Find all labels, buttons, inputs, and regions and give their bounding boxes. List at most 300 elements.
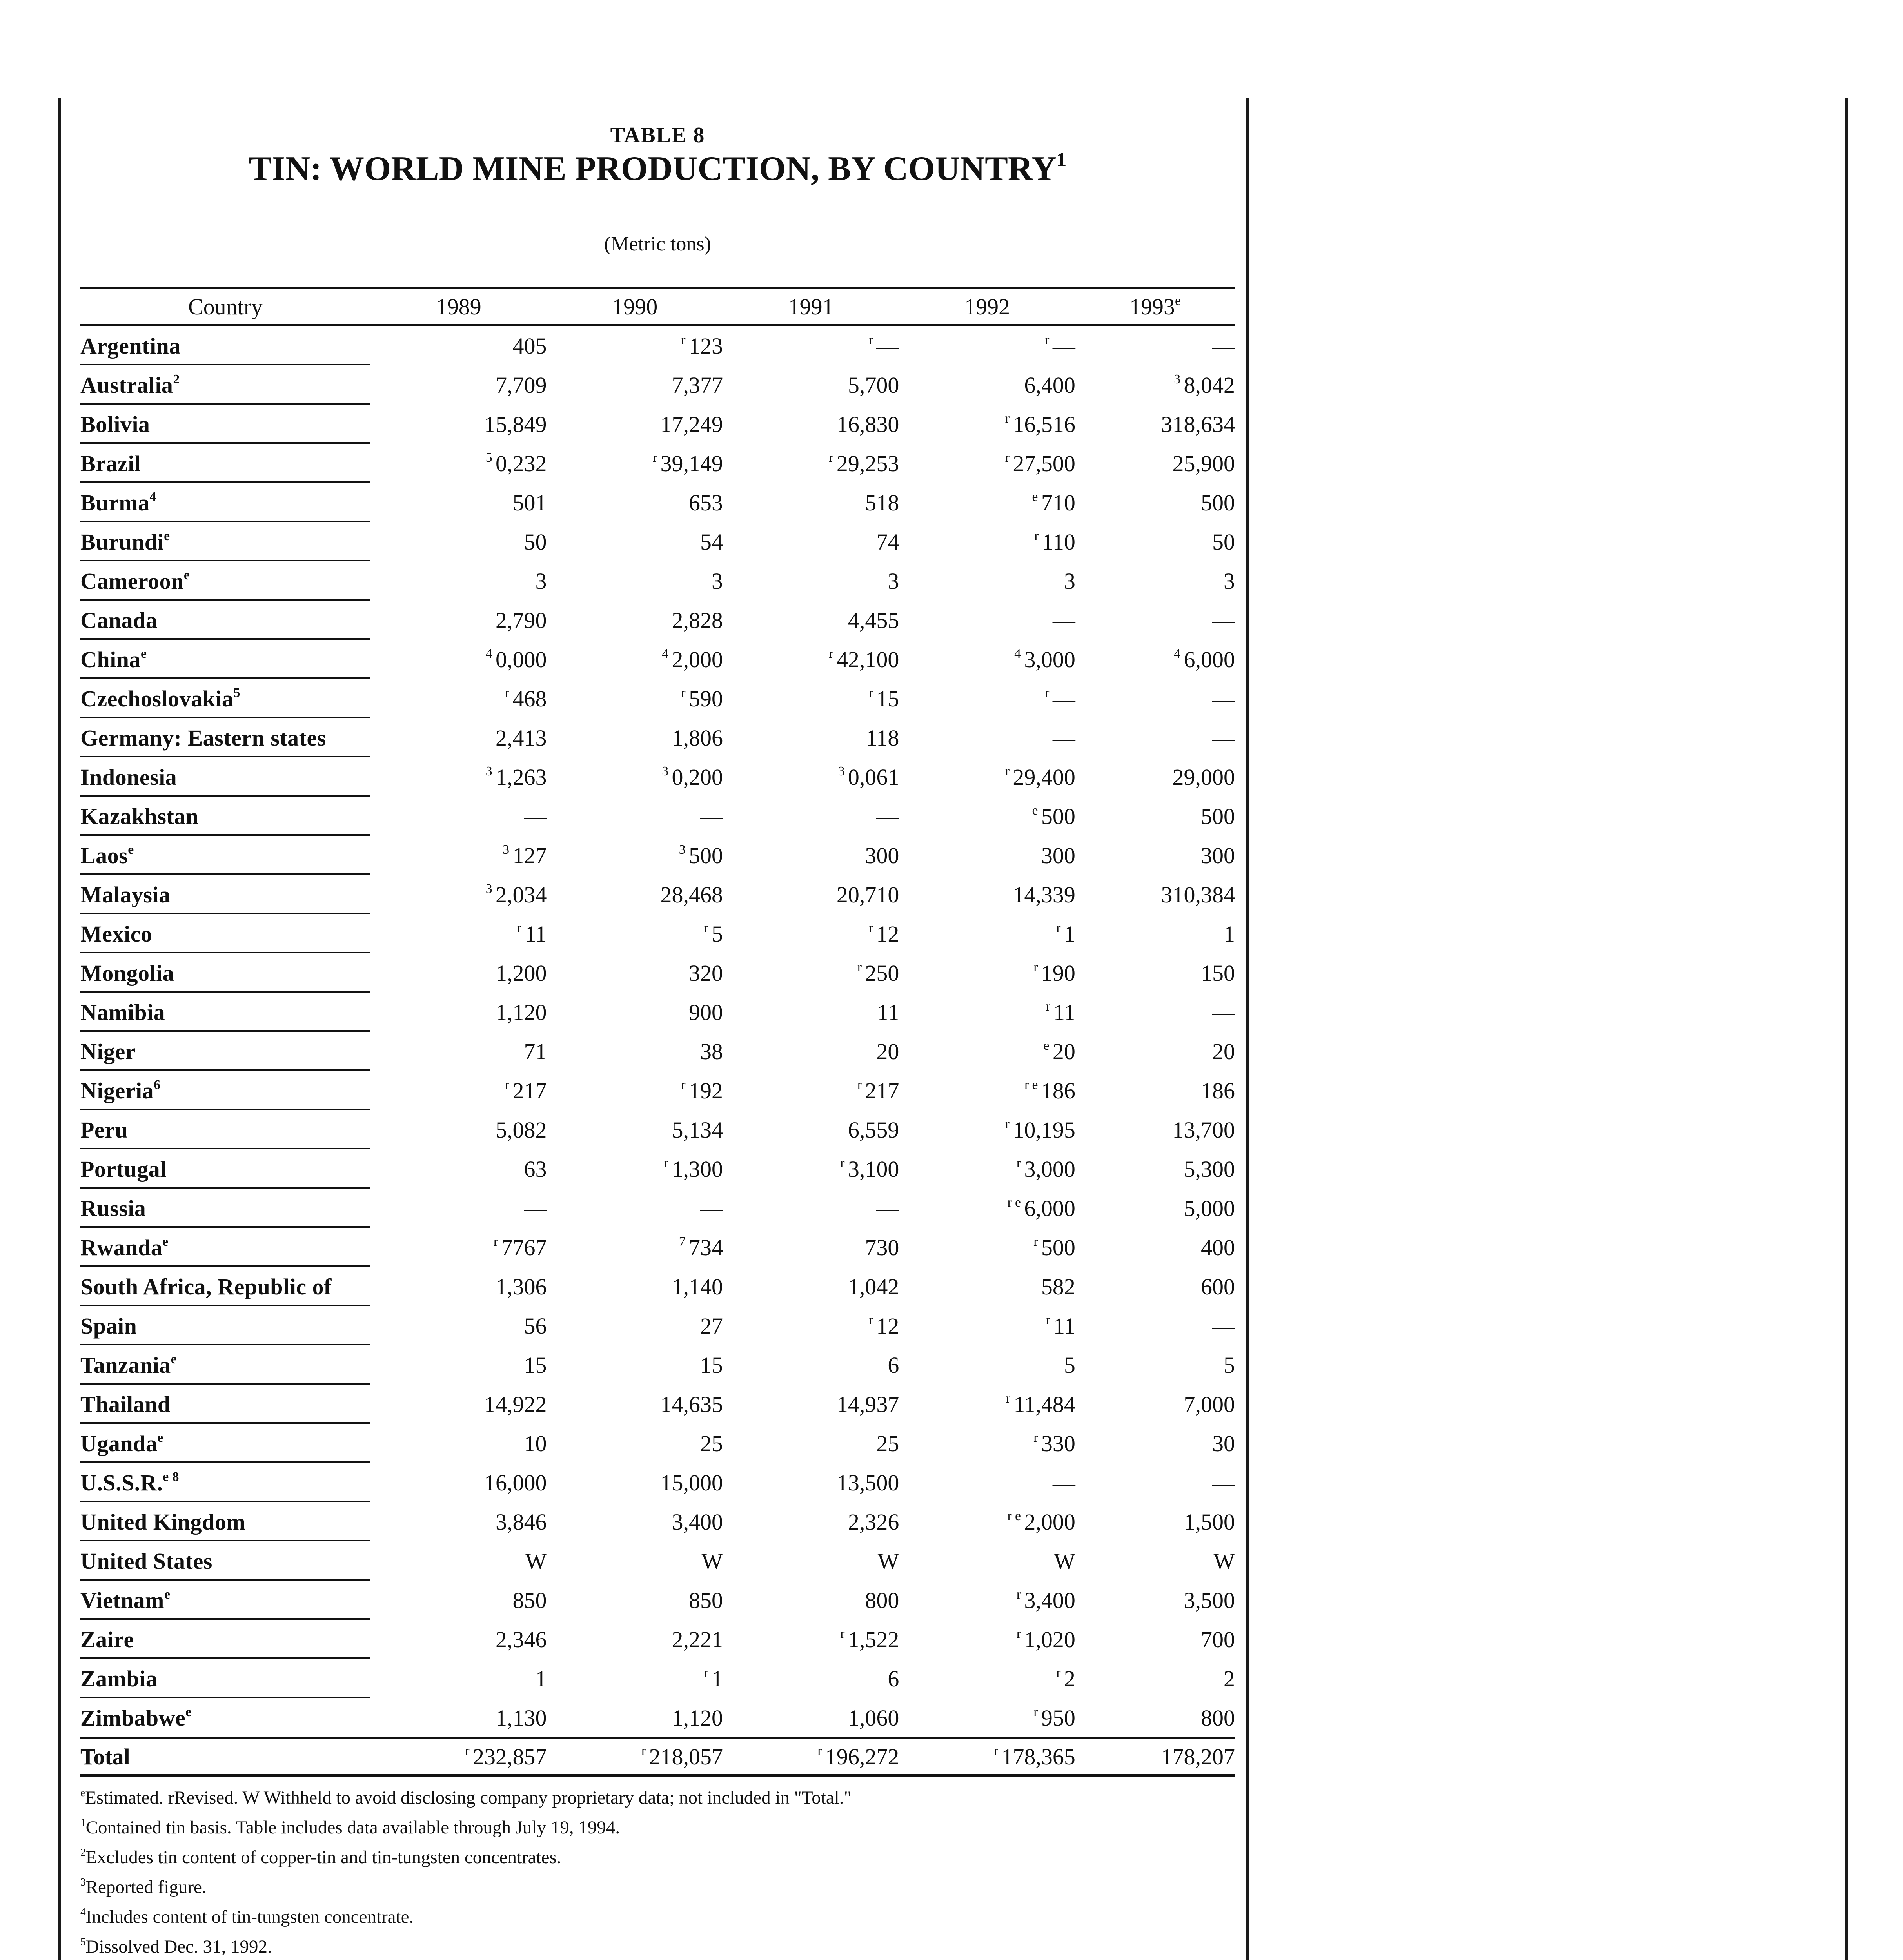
table-body: [80, 325, 1235, 1739]
header-year: 1989: [436, 294, 481, 319]
value-cell: 310,384: [1161, 882, 1235, 907]
value-cell: $^r$ 7767: [493, 1234, 547, 1260]
value-note-mark: r: [1033, 1430, 1041, 1445]
value-cell: 300: [1041, 842, 1075, 868]
value-cell: 900: [688, 999, 723, 1025]
value-cell: 1,200: [495, 960, 547, 986]
table-row: [80, 1620, 1235, 1659]
table-row: [80, 1032, 1235, 1071]
value-cell: 27: [700, 1313, 723, 1339]
value-cell: 50: [524, 529, 547, 555]
table-row: [80, 365, 1235, 405]
value-note-mark: 4: [1174, 646, 1184, 661]
total-cell: 178,207: [1075, 1738, 1235, 1775]
value-cell: 14,937: [836, 1391, 899, 1417]
value-note-mark: r: [829, 450, 837, 465]
country-name: [80, 444, 370, 483]
value-cell: 3: [1224, 568, 1235, 594]
value-note-mark: r: [857, 1077, 865, 1092]
table-row: [80, 325, 1235, 366]
value-cell: 700: [1201, 1626, 1235, 1652]
value-cell: —: [1212, 686, 1235, 711]
value-cell: 518: [865, 490, 899, 515]
footnote-text: Estimated. rRevised. W Withheld to avoid disclosing company proprietary data; not included in "Total.": [85, 1788, 852, 1808]
value-cell: 2: [1224, 1666, 1235, 1691]
country-name-text: Australia: [80, 372, 173, 398]
value-cell: $^3$ 8,042: [1174, 372, 1235, 398]
value-cell: $^r$ 27,500: [1005, 450, 1075, 476]
footnote-mark: 3: [80, 1876, 86, 1888]
country-name: [80, 1698, 370, 1738]
value-cell: $^3$ 0,061: [838, 764, 899, 790]
value-cell: 1,140: [672, 1274, 723, 1299]
value-cell: 29,000: [1172, 764, 1235, 790]
country-name-text: Spain: [80, 1313, 137, 1339]
value-note-mark: e: [1043, 1038, 1053, 1053]
value-cell: $^r$ 5: [704, 920, 723, 947]
country-name: [80, 1385, 370, 1424]
value-cell: 1,042: [848, 1274, 899, 1299]
value-cell: $^5$ 0,232: [485, 450, 547, 476]
table-row: [80, 1189, 1235, 1228]
table-row: [80, 1149, 1235, 1189]
value-cell: 16,830: [836, 411, 899, 437]
country-name: [80, 1345, 370, 1385]
total-cell: $^r$ 178,365: [899, 1738, 1075, 1775]
country-name-text: Namibia: [80, 999, 165, 1025]
value-note-mark: r: [840, 1626, 848, 1641]
value-cell: 5,300: [1184, 1156, 1235, 1182]
country-name-text: Canada: [80, 607, 158, 633]
value-note-mark: r: [829, 646, 837, 661]
value-note-mark: r: [1034, 528, 1042, 543]
value-cell: 28,468: [660, 882, 723, 907]
value-cell: —: [1212, 1470, 1235, 1495]
country-note-mark: e: [183, 568, 190, 583]
country-note-mark: 6: [154, 1077, 161, 1092]
country-name: [80, 993, 370, 1032]
value-note-mark: r: [517, 920, 525, 935]
value-note-mark: r: [641, 1743, 649, 1758]
value-note-mark: r: [1045, 332, 1053, 347]
footnote: [80, 1783, 1235, 1813]
table-label: TABLE 8: [610, 123, 705, 147]
country-name: [80, 561, 370, 601]
country-name-text: Vietnam: [80, 1587, 164, 1613]
value-note-mark: 3: [679, 842, 689, 857]
value-cell: 318,634: [1161, 411, 1235, 437]
value-note-mark: r: [465, 1743, 473, 1758]
country-name: [80, 1032, 370, 1071]
value-cell: 17,249: [660, 411, 723, 437]
value-cell: 2,346: [495, 1626, 547, 1652]
value-cell: 56: [524, 1313, 547, 1339]
value-cell: W: [525, 1548, 547, 1574]
footnote-text: Excludes tin content of copper-tin and tin-tungsten concentrates.: [85, 1847, 561, 1867]
value-cell: 1,306: [495, 1274, 547, 1299]
country-name-text: Burma: [80, 490, 150, 515]
value-cell: 15,849: [484, 411, 547, 437]
country-name: [80, 1541, 370, 1581]
value-note-mark: r: [993, 1743, 1002, 1758]
value-cell: 11: [877, 999, 899, 1025]
value-cell: 10: [524, 1430, 547, 1456]
value-cell: 7,709: [495, 372, 547, 398]
total-cell: $^r$ 218,057: [547, 1738, 723, 1775]
value-cell: —: [1052, 607, 1075, 633]
country-note-mark: e: [157, 1430, 163, 1445]
value-cell: 1,130: [495, 1705, 547, 1731]
value-cell: 7,000: [1184, 1391, 1235, 1417]
table-row: [80, 679, 1235, 718]
value-cell: 74: [876, 529, 899, 555]
country-note-mark: e: [164, 1587, 171, 1602]
country-name-text: Laos: [80, 842, 128, 868]
value-cell: $^r$ —: [868, 332, 899, 359]
value-cell: 16,000: [484, 1470, 547, 1495]
value-cell: 13,500: [836, 1470, 899, 1495]
value-cell: 3,846: [495, 1509, 547, 1535]
value-cell: $^r$ 3,000: [1016, 1156, 1075, 1182]
value-cell: $^r$ 950: [1033, 1704, 1075, 1731]
country-note-mark: e: [171, 1352, 177, 1367]
production-table: [80, 287, 1235, 1777]
value-note-mark: r: [1006, 1391, 1014, 1406]
country-name: [80, 797, 370, 836]
value-cell: $^r$ 10,195: [1005, 1116, 1075, 1143]
value-cell: 2,413: [495, 725, 547, 751]
value-cell: $^r$ 39,149: [652, 450, 723, 476]
footnote-text: Contained tin basis. Table includes data available through July 19, 1994.: [85, 1817, 620, 1838]
country-name-text: Bolivia: [80, 411, 150, 437]
table-row: [80, 1267, 1235, 1306]
value-cell: $^r$ 190: [1033, 960, 1075, 986]
table-row: [80, 875, 1235, 914]
country-name: [80, 483, 370, 522]
value-note-mark: r: [857, 960, 865, 975]
country-name: [80, 325, 370, 366]
estimate-mark: e: [1175, 293, 1181, 308]
value-cell: $^r$ 15: [868, 685, 899, 711]
value-cell: $^r$ 1: [704, 1665, 723, 1691]
value-cell: 63: [524, 1156, 547, 1182]
column-divider-rule: [1246, 98, 1249, 1960]
value-cell: $^{r e}$ 186: [1024, 1077, 1075, 1103]
value-note-mark: 5: [485, 450, 496, 465]
country-name: [80, 1424, 370, 1463]
value-cell: —: [1212, 725, 1235, 751]
value-cell: $^4$ 6,000: [1174, 646, 1235, 672]
value-cell: $^3$ 127: [503, 842, 547, 868]
value-cell: $^3$ 2,034: [485, 881, 547, 907]
value-cell: 20: [1212, 1038, 1235, 1064]
value-cell: 15,000: [660, 1470, 723, 1495]
footnote-mark: 5: [80, 1935, 86, 1947]
value-cell: 118: [866, 725, 899, 751]
value-note-mark: r e: [1007, 1195, 1024, 1210]
table-row: [80, 601, 1235, 640]
country-name: [80, 757, 370, 797]
value-cell: 730: [865, 1234, 899, 1260]
value-cell: 3,400: [672, 1509, 723, 1535]
country-note-mark: 5: [233, 685, 240, 700]
value-cell: —: [524, 1195, 547, 1221]
value-cell: 54: [700, 529, 723, 555]
header-country: Country: [188, 294, 263, 319]
value-cell: 400: [1201, 1234, 1235, 1260]
country-name-text: Rwanda: [80, 1234, 163, 1260]
table-row: [80, 1698, 1235, 1738]
value-cell: $^3$ 1,263: [485, 764, 547, 790]
country-name-text: Germany: Eastern states: [80, 725, 326, 751]
value-note-mark: r: [817, 1743, 825, 1758]
country-name-text: Zambia: [80, 1666, 158, 1691]
value-cell: 1,120: [495, 999, 547, 1025]
left-margin-rule: [58, 98, 61, 1960]
country-name-text: Mexico: [80, 921, 153, 947]
value-cell: $^r$ 12: [868, 920, 899, 947]
value-note-mark: r: [868, 685, 877, 700]
total-row: [80, 1738, 1235, 1775]
value-cell: 25: [700, 1430, 723, 1456]
country-name-text: Burundi: [80, 529, 164, 555]
value-cell: 1: [535, 1666, 547, 1691]
footnote: [80, 1872, 1235, 1902]
value-note-mark: r: [840, 1156, 848, 1171]
value-cell: $^r$ 11: [1046, 999, 1075, 1025]
table-row: [80, 561, 1235, 601]
country-note-mark: 4: [149, 489, 156, 504]
value-cell: 3: [888, 568, 899, 594]
value-cell: 2,828: [672, 607, 723, 633]
value-cell: 25,900: [1172, 450, 1235, 476]
value-cell: 5,082: [495, 1117, 547, 1143]
table-row: [80, 836, 1235, 875]
value-cell: —: [1212, 607, 1235, 633]
country-note-mark: e: [162, 1234, 169, 1249]
value-cell: 13,700: [1172, 1117, 1235, 1143]
value-cell: 600: [1201, 1274, 1235, 1299]
value-note-mark: 3: [838, 764, 848, 779]
table-row: [80, 405, 1235, 444]
value-cell: —: [524, 803, 547, 829]
value-note-mark: r: [505, 685, 513, 700]
country-name: [80, 875, 370, 914]
country-name: [80, 1659, 370, 1698]
value-note-mark: r: [1033, 960, 1041, 975]
footnote-mark: 4: [80, 1906, 86, 1918]
value-note-mark: r: [1046, 999, 1054, 1014]
country-name: [80, 1071, 370, 1110]
country-name: [80, 914, 370, 953]
value-cell: —: [1212, 333, 1235, 359]
value-cell: 6: [888, 1666, 899, 1691]
value-cell: 14,339: [1013, 882, 1075, 907]
country-name-text: Cameroon: [80, 568, 184, 594]
value-cell: $^{r e}$ 6,000: [1007, 1195, 1075, 1221]
table-row: [80, 1385, 1235, 1424]
value-cell: 405: [512, 333, 547, 359]
country-name-text: Peru: [80, 1117, 128, 1143]
value-cell: $^3$ 500: [679, 842, 723, 868]
value-note-mark: r: [681, 1077, 689, 1092]
value-cell: 2,790: [495, 607, 547, 633]
value-note-mark: r: [1005, 764, 1013, 779]
table-units: (Metric tons): [604, 233, 711, 255]
country-name-text: Zaire: [80, 1626, 134, 1652]
country-name-text: Kazakhstan: [80, 803, 199, 829]
value-cell: 30: [1212, 1430, 1235, 1456]
table-row: [80, 993, 1235, 1032]
value-note-mark: r: [1005, 1116, 1013, 1131]
value-cell: 15: [524, 1352, 547, 1378]
country-name-text: Zimbabwe: [80, 1705, 186, 1731]
value-cell: $^r$ 3,400: [1016, 1587, 1075, 1613]
table-row: [80, 640, 1235, 679]
value-cell: 1,120: [672, 1705, 723, 1731]
value-note-mark: r: [1016, 1626, 1024, 1641]
value-cell: $^r$ 192: [681, 1077, 723, 1103]
value-cell: —: [876, 803, 899, 829]
value-note-mark: r e: [1024, 1077, 1041, 1092]
country-name-text: Niger: [80, 1038, 136, 1064]
value-cell: $^r$ 217: [857, 1077, 899, 1103]
footnote-mark: 2: [80, 1846, 86, 1858]
footnote: [80, 1813, 1235, 1842]
value-cell: 500: [1201, 803, 1235, 829]
value-cell: $^r$ 2: [1056, 1665, 1075, 1691]
value-note-mark: r: [1033, 1234, 1041, 1249]
value-note-mark: r: [1033, 1704, 1041, 1719]
value-cell: 2,326: [848, 1509, 899, 1535]
value-note-mark: 7: [679, 1234, 689, 1249]
country-name-text: South Africa, Republic of: [80, 1274, 332, 1299]
value-note-mark: e: [1032, 489, 1041, 504]
country-note-mark: 2: [173, 372, 180, 387]
value-cell: $^7$ 734: [679, 1234, 723, 1260]
value-cell: $^r$ 12: [868, 1312, 899, 1339]
value-cell: $^r$ —: [1045, 332, 1075, 359]
footnotes: [80, 1783, 1235, 1960]
value-cell: 1,806: [672, 725, 723, 751]
header-year: 1990: [612, 294, 658, 319]
table-row: [80, 797, 1235, 836]
value-note-mark: 4: [662, 646, 672, 661]
country-name: [80, 1581, 370, 1620]
value-cell: 1: [1224, 921, 1235, 947]
table-row: [80, 1659, 1235, 1698]
value-cell: 50: [1212, 529, 1235, 555]
value-cell: 1,060: [848, 1705, 899, 1731]
value-cell: 850: [688, 1587, 723, 1613]
footnote: [80, 1932, 1235, 1960]
value-cell: 20: [876, 1038, 899, 1064]
value-cell: $^r$ 11,484: [1006, 1391, 1075, 1417]
value-note-mark: r: [704, 1665, 712, 1680]
value-note-mark: 3: [485, 764, 496, 779]
value-cell: 1,500: [1184, 1509, 1235, 1535]
country-note-mark: e: [128, 842, 134, 857]
country-name-text: Uganda: [80, 1430, 158, 1456]
value-note-mark: 4: [485, 646, 496, 661]
table-row: [80, 1110, 1235, 1149]
value-cell: 150: [1201, 960, 1235, 986]
country-name: [80, 1267, 370, 1306]
value-cell: $^r$ 1,020: [1016, 1626, 1075, 1652]
country-name-text: Tanzania: [80, 1352, 171, 1378]
value-note-mark: r: [1016, 1156, 1024, 1171]
value-cell: 4,455: [848, 607, 899, 633]
value-cell: 5,700: [848, 372, 899, 398]
table-title: [80, 149, 1235, 189]
value-cell: 300: [1201, 842, 1235, 868]
value-cell: 5: [1224, 1352, 1235, 1378]
value-cell: 800: [865, 1587, 899, 1613]
country-name-text: United States: [80, 1548, 212, 1574]
header-year: 1991: [788, 294, 834, 319]
country-name: [80, 1189, 370, 1228]
value-cell: 6: [888, 1352, 899, 1378]
country-name-text: Argentina: [80, 333, 181, 359]
value-cell: $^{r e}$ 2,000: [1007, 1508, 1075, 1535]
value-note-mark: r: [681, 685, 689, 700]
value-cell: 7,377: [672, 372, 723, 398]
value-cell: 3,500: [1184, 1587, 1235, 1613]
table-row: [80, 914, 1235, 953]
value-cell: 15: [700, 1352, 723, 1378]
value-cell: 501: [512, 490, 547, 515]
value-cell: —: [700, 1195, 723, 1221]
value-cell: $^r$ 1,522: [840, 1626, 899, 1652]
table-row: [80, 953, 1235, 993]
value-cell: 6,400: [1024, 372, 1075, 398]
country-name: [80, 640, 370, 679]
country-name: [80, 1306, 370, 1345]
value-cell: 20,710: [836, 882, 899, 907]
value-cell: $^r$ 500: [1033, 1234, 1075, 1260]
table-row: [80, 1502, 1235, 1541]
footnote-text: Dissolved Dec. 31, 1992.: [85, 1936, 272, 1957]
value-cell: $^4$ 0,000: [485, 646, 547, 672]
value-cell: 500: [1201, 490, 1235, 515]
country-name: [80, 1149, 370, 1189]
footnote-mark: e: [80, 1786, 85, 1798]
value-note-mark: r: [1016, 1587, 1024, 1602]
value-cell: 2,221: [672, 1626, 723, 1652]
value-cell: $^r$ 1: [1056, 920, 1075, 947]
value-cell: 14,922: [484, 1391, 547, 1417]
country-name-text: Malaysia: [80, 882, 171, 907]
value-cell: 5,134: [672, 1117, 723, 1143]
country-name-text: Czechoslovakia: [80, 686, 234, 711]
value-cell: 300: [865, 842, 899, 868]
value-cell: —: [1052, 725, 1075, 751]
header-year: [1075, 288, 1235, 325]
value-cell: —: [1212, 1313, 1235, 1339]
value-cell: 3: [1064, 568, 1075, 594]
value-cell: W: [701, 1548, 723, 1574]
country-name: [80, 522, 370, 561]
value-cell: 320: [688, 960, 723, 986]
country-name: [80, 1502, 370, 1541]
value-cell: $^4$ 3,000: [1014, 646, 1075, 672]
table-row: [80, 483, 1235, 522]
country-note-mark: e: [185, 1704, 192, 1719]
value-cell: $^r$ 250: [857, 960, 899, 986]
value-cell: $^r$ 16,516: [1005, 411, 1075, 437]
country-name: [80, 836, 370, 875]
country-name: [80, 405, 370, 444]
